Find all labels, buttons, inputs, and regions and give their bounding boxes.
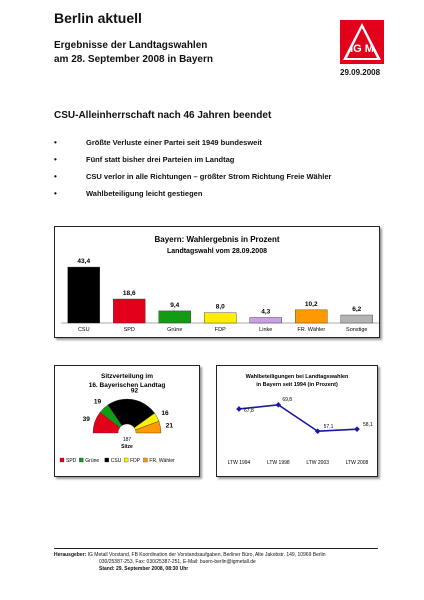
seat-slice-label: 16 — [161, 409, 169, 417]
legend-swatch — [143, 458, 147, 462]
bullet-item: • Größte Verluste einer Partei seit 1949 bundesweit — [54, 138, 262, 147]
bar-value-label: 9,4 — [170, 301, 180, 309]
turnout-category-label: LTW 2003 — [306, 460, 330, 466]
logo-icon — [340, 20, 384, 64]
seat-slice-label: 39 — [82, 416, 90, 424]
bar — [341, 315, 373, 323]
bar — [295, 310, 327, 323]
section-title: CSU-Alleinherrschaft nach 46 Jahren beendet — [54, 110, 272, 121]
footer-contact: 030/25387-253, Fax: 030/25387-251, E-Mail: buero-berlin@igmetall.de — [99, 559, 256, 565]
bar-chart-svg — [55, 227, 379, 337]
turnout-value-label: 69,8 — [282, 396, 293, 403]
bar-value-label: 18,6 — [122, 290, 136, 298]
turnout-chart — [216, 365, 378, 477]
footer-label: Herausgeber: — [54, 552, 87, 558]
bullet-item: • Fünf statt bisher drei Parteien im Landtag — [54, 155, 235, 164]
subtitle-line-2: am 28. September 2008 in Bayern — [54, 54, 213, 65]
bar-category-label: SPD — [123, 327, 135, 333]
seat-slice-label: 19 — [93, 398, 102, 406]
bar-value-label: 6,2 — [352, 306, 362, 314]
legend-swatch — [105, 458, 109, 462]
turnout-value-label: 58,1 — [363, 422, 373, 429]
turnout-point — [354, 426, 360, 432]
chart-title: Sitzverteilung im — [100, 373, 154, 380]
bar-value-label: 8,0 — [215, 303, 225, 311]
turnout-category-label: LTW 1998 — [266, 460, 290, 466]
legend-swatch — [79, 458, 83, 462]
bullet-list — [54, 138, 331, 206]
page-title: Berlin aktuell — [54, 10, 142, 26]
seat-distribution-chart — [54, 365, 200, 477]
turnout-point — [236, 406, 242, 412]
logo-lettering: IG M — [350, 43, 374, 55]
footer — [54, 552, 326, 573]
bar-category-label: FDP — [214, 327, 226, 333]
legend-label: Grüne — [85, 458, 100, 464]
turnout-value-label: 67,8 — [244, 407, 254, 414]
chart-subtitle: 16. Bayerischen Landtag — [88, 382, 166, 389]
chart-title: Wahlbeteiligungen bei Landtagswahlen — [245, 374, 349, 380]
chart-subtitle: Landtagswahl vom 28.09.2008 — [167, 248, 267, 255]
bar-category-label: Grüne — [167, 327, 183, 333]
bar-category-label: CSU — [77, 327, 90, 333]
legend-swatch — [124, 458, 128, 462]
bar — [250, 317, 282, 323]
bar — [68, 267, 100, 323]
seat-chart-svg — [55, 366, 199, 476]
turnout-line — [239, 405, 357, 431]
bar-value-label: 4,3 — [261, 308, 271, 316]
turnout-value-label: 57,1 — [323, 424, 334, 431]
footer-status: Stand: 29. September 2008, 08:30 Uhr — [99, 566, 189, 572]
line-chart-svg — [217, 366, 377, 476]
footer-address: IG Metall Vorstand, FB Koordination der Vorstandsaufgaben, Berliner Büro, Alte Jakobstr. 149, 10969 Berlin — [87, 552, 326, 558]
bullet-item: • CSU verlor in alle Richtungen – größter Strom Richtung Freie Wähler — [54, 172, 332, 181]
bullet-item: • Wahlbeteiligung leicht gestiegen — [54, 189, 203, 198]
chart-title: Bayern: Wahlergebnis in Prozent — [154, 235, 280, 244]
bar — [113, 299, 145, 323]
turnout-category-label: LTW 2008 — [345, 460, 369, 466]
seat-total-unit: Sitze — [121, 444, 133, 450]
legend-label: SPD — [66, 458, 77, 464]
legend-label: FDP — [130, 458, 141, 464]
bar — [204, 313, 236, 323]
bar-category-label: Linke — [259, 327, 273, 333]
seat-slice-label: 92 — [130, 387, 139, 395]
footer-divider — [54, 548, 378, 549]
ig-metall-logo — [340, 20, 384, 64]
bar-category-label: FR. Wähler — [297, 327, 326, 333]
seat-slice-label: 21 — [165, 422, 173, 430]
legend-swatch — [60, 458, 64, 462]
header-date: 29.09.2008 — [340, 68, 381, 77]
bar — [159, 311, 191, 323]
seat-total-value: 187 — [122, 437, 132, 443]
legend-label: FR. Wähler — [149, 458, 175, 464]
bar-value-label: 43,4 — [77, 258, 91, 266]
election-result-chart — [54, 226, 380, 338]
legend-label: CSU — [110, 458, 122, 464]
chart-subtitle: in Bayern seit 1994 (in Prozent) — [256, 382, 338, 388]
bar-value-label: 10,2 — [304, 300, 318, 308]
subtitle-line-1: Ergebnisse der Landtagswahlen — [54, 40, 208, 51]
turnout-category-label: LTW 1994 — [227, 460, 251, 466]
bar-category-label: Sonstige — [346, 327, 368, 333]
